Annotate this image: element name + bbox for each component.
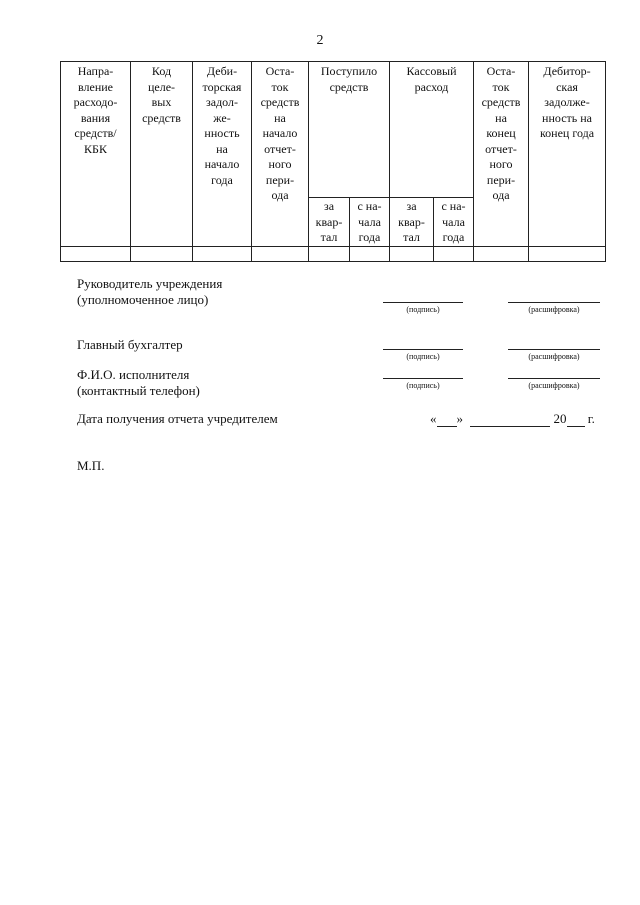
head-signature-line bbox=[383, 302, 463, 303]
table-cell bbox=[252, 246, 309, 261]
date-month-blank bbox=[470, 413, 550, 427]
date-open-quote: « bbox=[430, 411, 437, 426]
table-cell bbox=[529, 246, 606, 261]
subheader-received-quarter: за квар- тал bbox=[309, 198, 350, 247]
page-number: 2 bbox=[316, 33, 324, 48]
table-cell bbox=[434, 246, 474, 261]
report-table bbox=[60, 61, 606, 262]
date-day-blank bbox=[437, 413, 457, 427]
head-label: Руководитель учреждения (уполномоченное лицо) bbox=[77, 276, 223, 307]
executor-signature-caption: (подпись) bbox=[406, 381, 440, 390]
table-cell bbox=[193, 246, 252, 261]
date-year-blank bbox=[567, 413, 585, 427]
subheader-expense-ytd: с на- чала года bbox=[434, 198, 474, 247]
date-received-label: Дата получения отчета учредителем bbox=[77, 411, 278, 426]
head-decoding-line bbox=[508, 302, 600, 303]
date-received-field bbox=[430, 411, 595, 427]
executor-signature-line bbox=[383, 378, 463, 379]
date-close-quote: » bbox=[456, 411, 463, 426]
table-cell bbox=[474, 246, 529, 261]
header-target-code: Код целе- вых средств bbox=[131, 62, 193, 247]
header-cash-expense: Кассовый расход bbox=[390, 62, 474, 198]
executor-decoding-line bbox=[508, 378, 600, 379]
table-cell bbox=[350, 246, 390, 261]
table-cell bbox=[61, 246, 131, 261]
table-cell bbox=[390, 246, 434, 261]
header-debt-end: Дебитор- ская задолже- нность на конец года bbox=[529, 62, 606, 247]
header-balance-start: Оста- ток средств на начало отчет- ного пери- ода bbox=[252, 62, 309, 247]
stamp-label: М.П. bbox=[77, 458, 105, 473]
header-debt-start: Деби- торская задол- же- нность на начало года bbox=[193, 62, 252, 247]
head-signature-caption: (подпись) bbox=[406, 305, 440, 314]
chief-signature-line bbox=[383, 349, 463, 350]
table-cell bbox=[309, 246, 350, 261]
header-received: Поступило средств bbox=[309, 62, 390, 198]
head-decoding-caption: (расшифровка) bbox=[528, 305, 580, 314]
header-direction: Напра- вление расходо- вания средств/ КБК bbox=[61, 62, 131, 247]
executor-label: Ф.И.О. исполнителя (контактный телефон) bbox=[77, 367, 200, 398]
chief-signature-caption: (подпись) bbox=[406, 352, 440, 361]
executor-decoding-caption: (расшифровка) bbox=[528, 381, 580, 390]
chief-accountant-label: Главный бухгалтер bbox=[77, 337, 183, 352]
header-balance-end: Оста- ток средств на конец отчет- ного пери- ода bbox=[474, 62, 529, 247]
chief-decoding-caption: (расшифровка) bbox=[528, 352, 580, 361]
subheader-received-ytd: с на- чала года bbox=[350, 198, 390, 247]
chief-decoding-line bbox=[508, 349, 600, 350]
date-year-suffix: г. bbox=[587, 411, 595, 426]
table-row bbox=[61, 246, 606, 261]
date-year-prefix: 20 bbox=[553, 411, 567, 426]
subheader-expense-quarter: за квар- тал bbox=[390, 198, 434, 247]
table-cell bbox=[131, 246, 193, 261]
